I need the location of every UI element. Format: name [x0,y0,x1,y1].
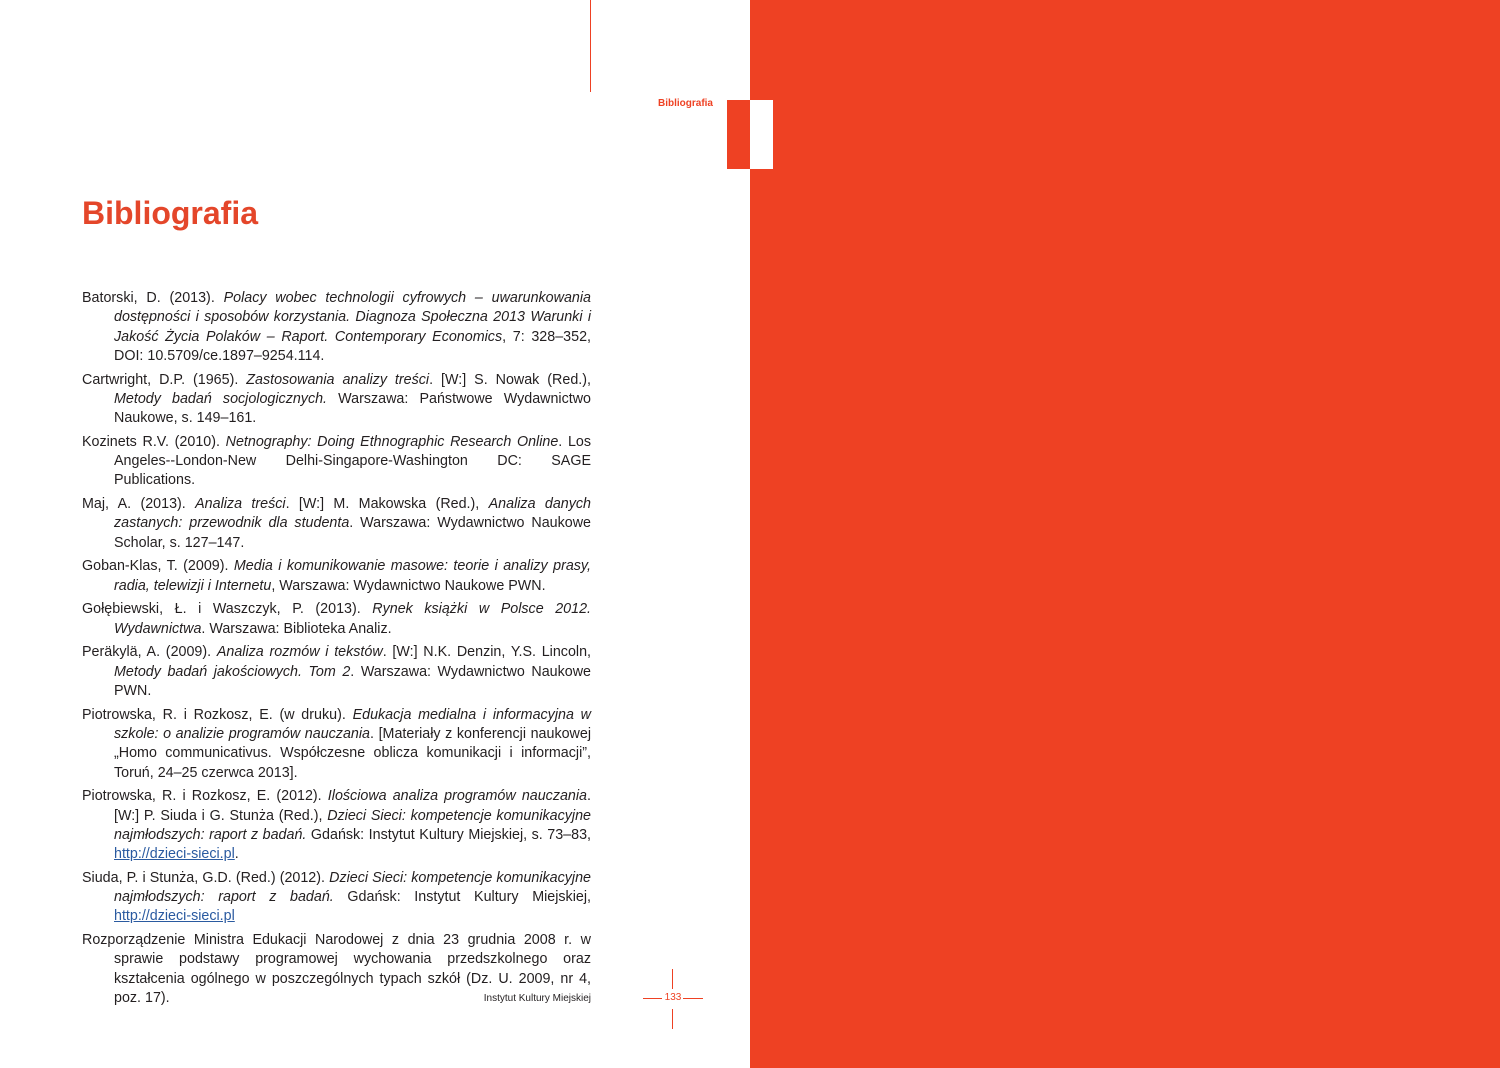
reference-text: . Warszawa: Biblioteka Analiz. [201,620,392,637]
reference-text: Rozporządzenie Ministra Edukacji Narodowej z dnia 23 grudnia 2008 r. w sprawie podstawy programowej wychowania przedszkolnego oraz kształcenia ogólnego w poszczególnych typach szkół (Dz. U. 2009, nr 4, poz. 17). [82,932,591,1006]
reference-title: Polacy wobec technologii cyfrowych – uwarunkowania dostępności i sposobów korzystania. Diagnoza Społeczna 2013 Warunki i Jakość Życia Polaków – Raport. Contemporary Economics [114,290,591,345]
reference-link[interactable]: http://dzieci-sieci.pl [114,908,235,925]
reference-text: Goban-Klas, T. (2009). [82,558,234,575]
reference-title: Zastosowania analizy treści [246,371,430,388]
reference-title: Dzieci Sieci: kompetencje komunikacyjne najmłodszych: raport z badań. [114,869,591,906]
reference-text: . [W:] S. Nowak (Red.), [429,371,591,388]
bibliography-entry [82,787,591,864]
reference-title: Metody badań jakościowych. Tom 2 [114,663,351,680]
folio-line-top [672,969,673,989]
reference-text: , Warszawa: Wydawnictwo Naukowe PWN. [271,577,546,594]
footer-publisher: Instytut Kultury Miejskiej [483,993,591,1004]
reference-text: Cartwright, D.P. (1965). [82,371,247,388]
page-number: 133 [664,992,682,1003]
reference-title: Ilościowa analiza programów nauczania [327,788,588,805]
reference-text: . [234,846,239,863]
top-vertical-rule [590,0,591,92]
reference-text: . [W:] N.K. Denzin, Y.S. Lincoln, [382,644,592,661]
running-head: Bibliografia [657,98,713,109]
reference-text: Piotrowska, R. i Rozkosz, E. (w druku). [82,706,353,723]
reference-text: . [W:] P. Siuda i G. Stunża (Red.), [114,788,591,824]
bibliography-entry [82,869,591,927]
page-number-marker [643,969,703,1029]
reference-text: Peräkylä, A. (2009). [82,644,217,661]
bibliography-entry [82,557,591,596]
tab-marker-red [727,100,750,169]
reference-text: Gdańsk: Instytut Kultury Miejskiej, [333,889,591,906]
reference-text: Batorski, D. (2013). [82,290,224,306]
reference-link[interactable]: http://dzieci-sieci.pl [114,846,235,863]
page-title: Bibliografia [82,195,259,231]
reference-title: Media i komunikowanie masowe: teorie i analizy prasy, radia, telewizji i Internetu [114,558,591,594]
reference-text: . Warszawa: Wydawnictwo Naukowe Scholar, s. 127–147. [114,515,591,551]
bibliography-entry [82,495,591,553]
bibliography-entry [82,289,591,366]
reference-title: Edukacja medialna i informacyjna w szkole: o analizie programów nauczania [114,706,591,742]
reference-text: Siuda, P. i Stunża, G.D. (Red.) (2012). [82,869,330,886]
bibliography-entry [82,600,591,639]
reference-text: Kozinets R.V. (2010). [82,433,226,450]
reference-text: , 7: 328–352, DOI: 10.5709/ce.1897–9254.114. [114,328,591,364]
reference-text: Gdańsk: Instytut Kultury Miejskiej, s. 73–83, [306,826,591,843]
bibliography-list [82,289,591,1013]
reference-text: Maj, A. (2013). [82,496,196,513]
tab-marker-white [750,100,773,169]
reference-title: Analiza rozmów i tekstów [216,644,383,661]
bibliography-entry [82,706,591,783]
reference-text: . Warszawa: Wydawnictwo Naukowe PWN. [114,663,591,699]
folio-line-bottom [672,1009,673,1029]
reference-title: Analiza danych zastanych: przewodnik dla studenta [114,496,592,532]
reference-text: Piotrowska, R. i Rozkosz, E. (2012). [82,788,328,805]
reference-text: Warszawa: Państwowe Wydawnictwo Naukowe, s. 149–161. [114,390,592,427]
bibliography-entry [82,433,591,491]
reference-text: . [Materiały z konferencji naukowej „Homo communicativus. Współczesne oblicza komunikacji i informacji”, Toruń, 24–25 czerwca 2013]. [114,725,591,781]
red-side-panel [750,0,1500,1068]
section-tab-marker [727,100,773,169]
reference-text: Gołębiewski, Ł. i Waszczyk, P. (2013). [82,601,373,618]
reference-title: Analiza treści [195,496,286,513]
bibliography-entry [82,643,591,701]
reference-title: Netnography: Doing Ethnographic Research Online [225,433,559,450]
reference-text: . [W:] M. Makowska (Red.), [285,496,489,513]
reference-title: Metody badań socjologicznych. [114,390,328,407]
reference-title: Dzieci Sieci: kompetencje komunikacyjne najmłodszych: raport z badań. [114,807,591,843]
reference-text: . Los Angeles--London-New Delhi-Singapore-Washington DC: SAGE Publications. [114,433,591,489]
bibliography-entry [82,371,591,429]
reference-title: Rynek książki w Polsce 2012. Wydawnictwa [114,601,591,637]
